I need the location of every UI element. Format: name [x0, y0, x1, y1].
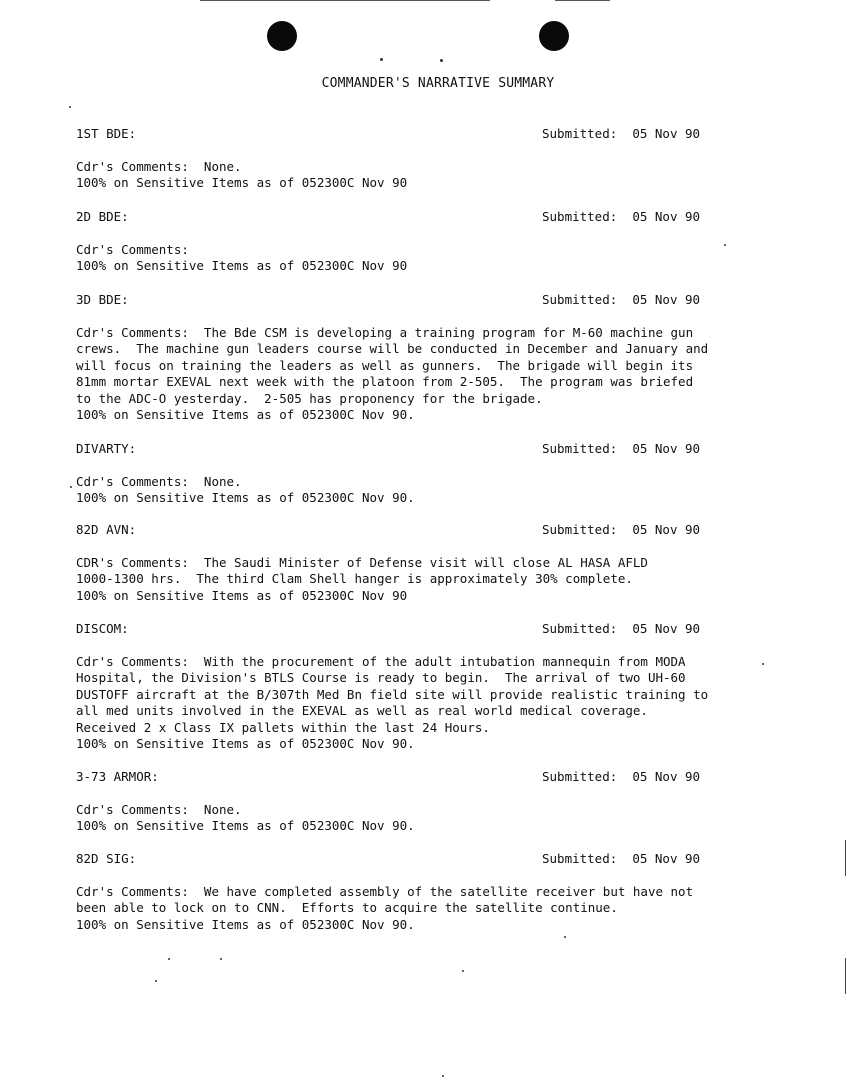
comments: Cdr's Comments: None. 100% on Sensitive Items as of 052300C Nov 90. [76, 802, 415, 834]
unit-name: 1ST BDE: [76, 126, 137, 141]
punch-hole-left [267, 21, 297, 51]
submitted-date: Submitted: 05 Nov 90 [542, 441, 701, 456]
section-3-73-armor [76, 769, 776, 835]
comments: Cdr's Comments: With the procurement of the adult intubation mannequin from MODA Hospital, the Division's BTLS Course is ready to begin. The arrival of two UH-60 DUSTOFF aircraft at the B/307th Med Bn field site will provide realistic training to all med units involved in the EXEVAL as well as real world medical coverage. Received 2 x Class IX pallets within the last 24 Hours. 100% on Sensitive Items as of 052300C Nov 90. [76, 654, 709, 752]
section-82d-avn [76, 522, 776, 604]
scan-artifact-line [200, 0, 490, 1]
comments: CDR's Comments: The Saudi Minister of Defense visit will close AL HASA AFLD 1000-1300 hrs. The third Clam Shell hanger is approximately 30% complete. 100% on Sensitive Items as of 052300C Nov 90 [76, 555, 648, 603]
comments: Cdr's Comments: The Bde CSM is developing a training program for M-60 machine gun crews. The machine gun leaders course will be conducted in December and January and will focus on training the leaders as well as gunners. The brigade will begin its 81mm mortar EXEVAL next week with the platoon from 2-505. The program was briefed to the ADC-O yesterday. 2-505 has proponency for the brigade. 100% on Sensitive Items as of 052300C Nov 90. [76, 325, 709, 423]
unit-name: 3-73 ARMOR: [76, 769, 159, 784]
scan-speck [155, 980, 157, 982]
scan-speck [70, 486, 72, 488]
scan-speck [168, 958, 170, 960]
scan-speck [440, 59, 443, 62]
scan-speck [462, 970, 464, 972]
section-discom [76, 621, 776, 752]
comments: Cdr's Comments: None. 100% on Sensitive Items as of 052300C Nov 90. [76, 474, 415, 506]
scan-artifact-line [555, 0, 610, 1]
punch-hole-right [539, 21, 569, 51]
page-title: COMMANDER'S NARRATIVE SUMMARY [321, 76, 555, 91]
scan-edge-line [845, 958, 846, 994]
scan-speck [220, 958, 222, 960]
submitted-date: Submitted: 05 Nov 90 [542, 126, 701, 141]
unit-name: 2D BDE: [76, 209, 129, 224]
scan-speck [564, 936, 566, 938]
comments: Cdr's Comments: We have completed assembly of the satellite receiver but have not been able to lock on to CNN. Efforts to acquire the satellite continue. 100% on Sensitive Items as of 052300C Nov 90. [76, 884, 694, 932]
section-3d-bde [76, 292, 776, 423]
scan-speck [442, 1075, 444, 1077]
submitted-date: Submitted: 05 Nov 90 [542, 522, 701, 537]
scan-speck [69, 106, 71, 108]
unit-name: DISCOM: [76, 621, 129, 636]
scan-edge-line [845, 840, 846, 876]
unit-name: 82D AVN: [76, 522, 137, 537]
submitted-date: Submitted: 05 Nov 90 [542, 209, 701, 224]
section-82d-sig [76, 851, 776, 933]
section-2d-bde [76, 209, 776, 275]
section-divarty [76, 441, 776, 507]
unit-name: 3D BDE: [76, 292, 129, 307]
submitted-date: Submitted: 05 Nov 90 [542, 621, 701, 636]
unit-name: 82D SIG: [76, 851, 137, 866]
section-1st-bde [76, 126, 776, 192]
submitted-date: Submitted: 05 Nov 90 [542, 292, 701, 307]
unit-name: DIVARTY: [76, 441, 137, 456]
submitted-date: Submitted: 05 Nov 90 [542, 769, 701, 784]
comments: Cdr's Comments: 100% on Sensitive Items as of 052300C Nov 90 [76, 242, 408, 274]
scan-speck [380, 58, 383, 61]
comments: Cdr's Comments: None. 100% on Sensitive Items as of 052300C Nov 90 [76, 159, 408, 191]
submitted-date: Submitted: 05 Nov 90 [542, 851, 701, 866]
